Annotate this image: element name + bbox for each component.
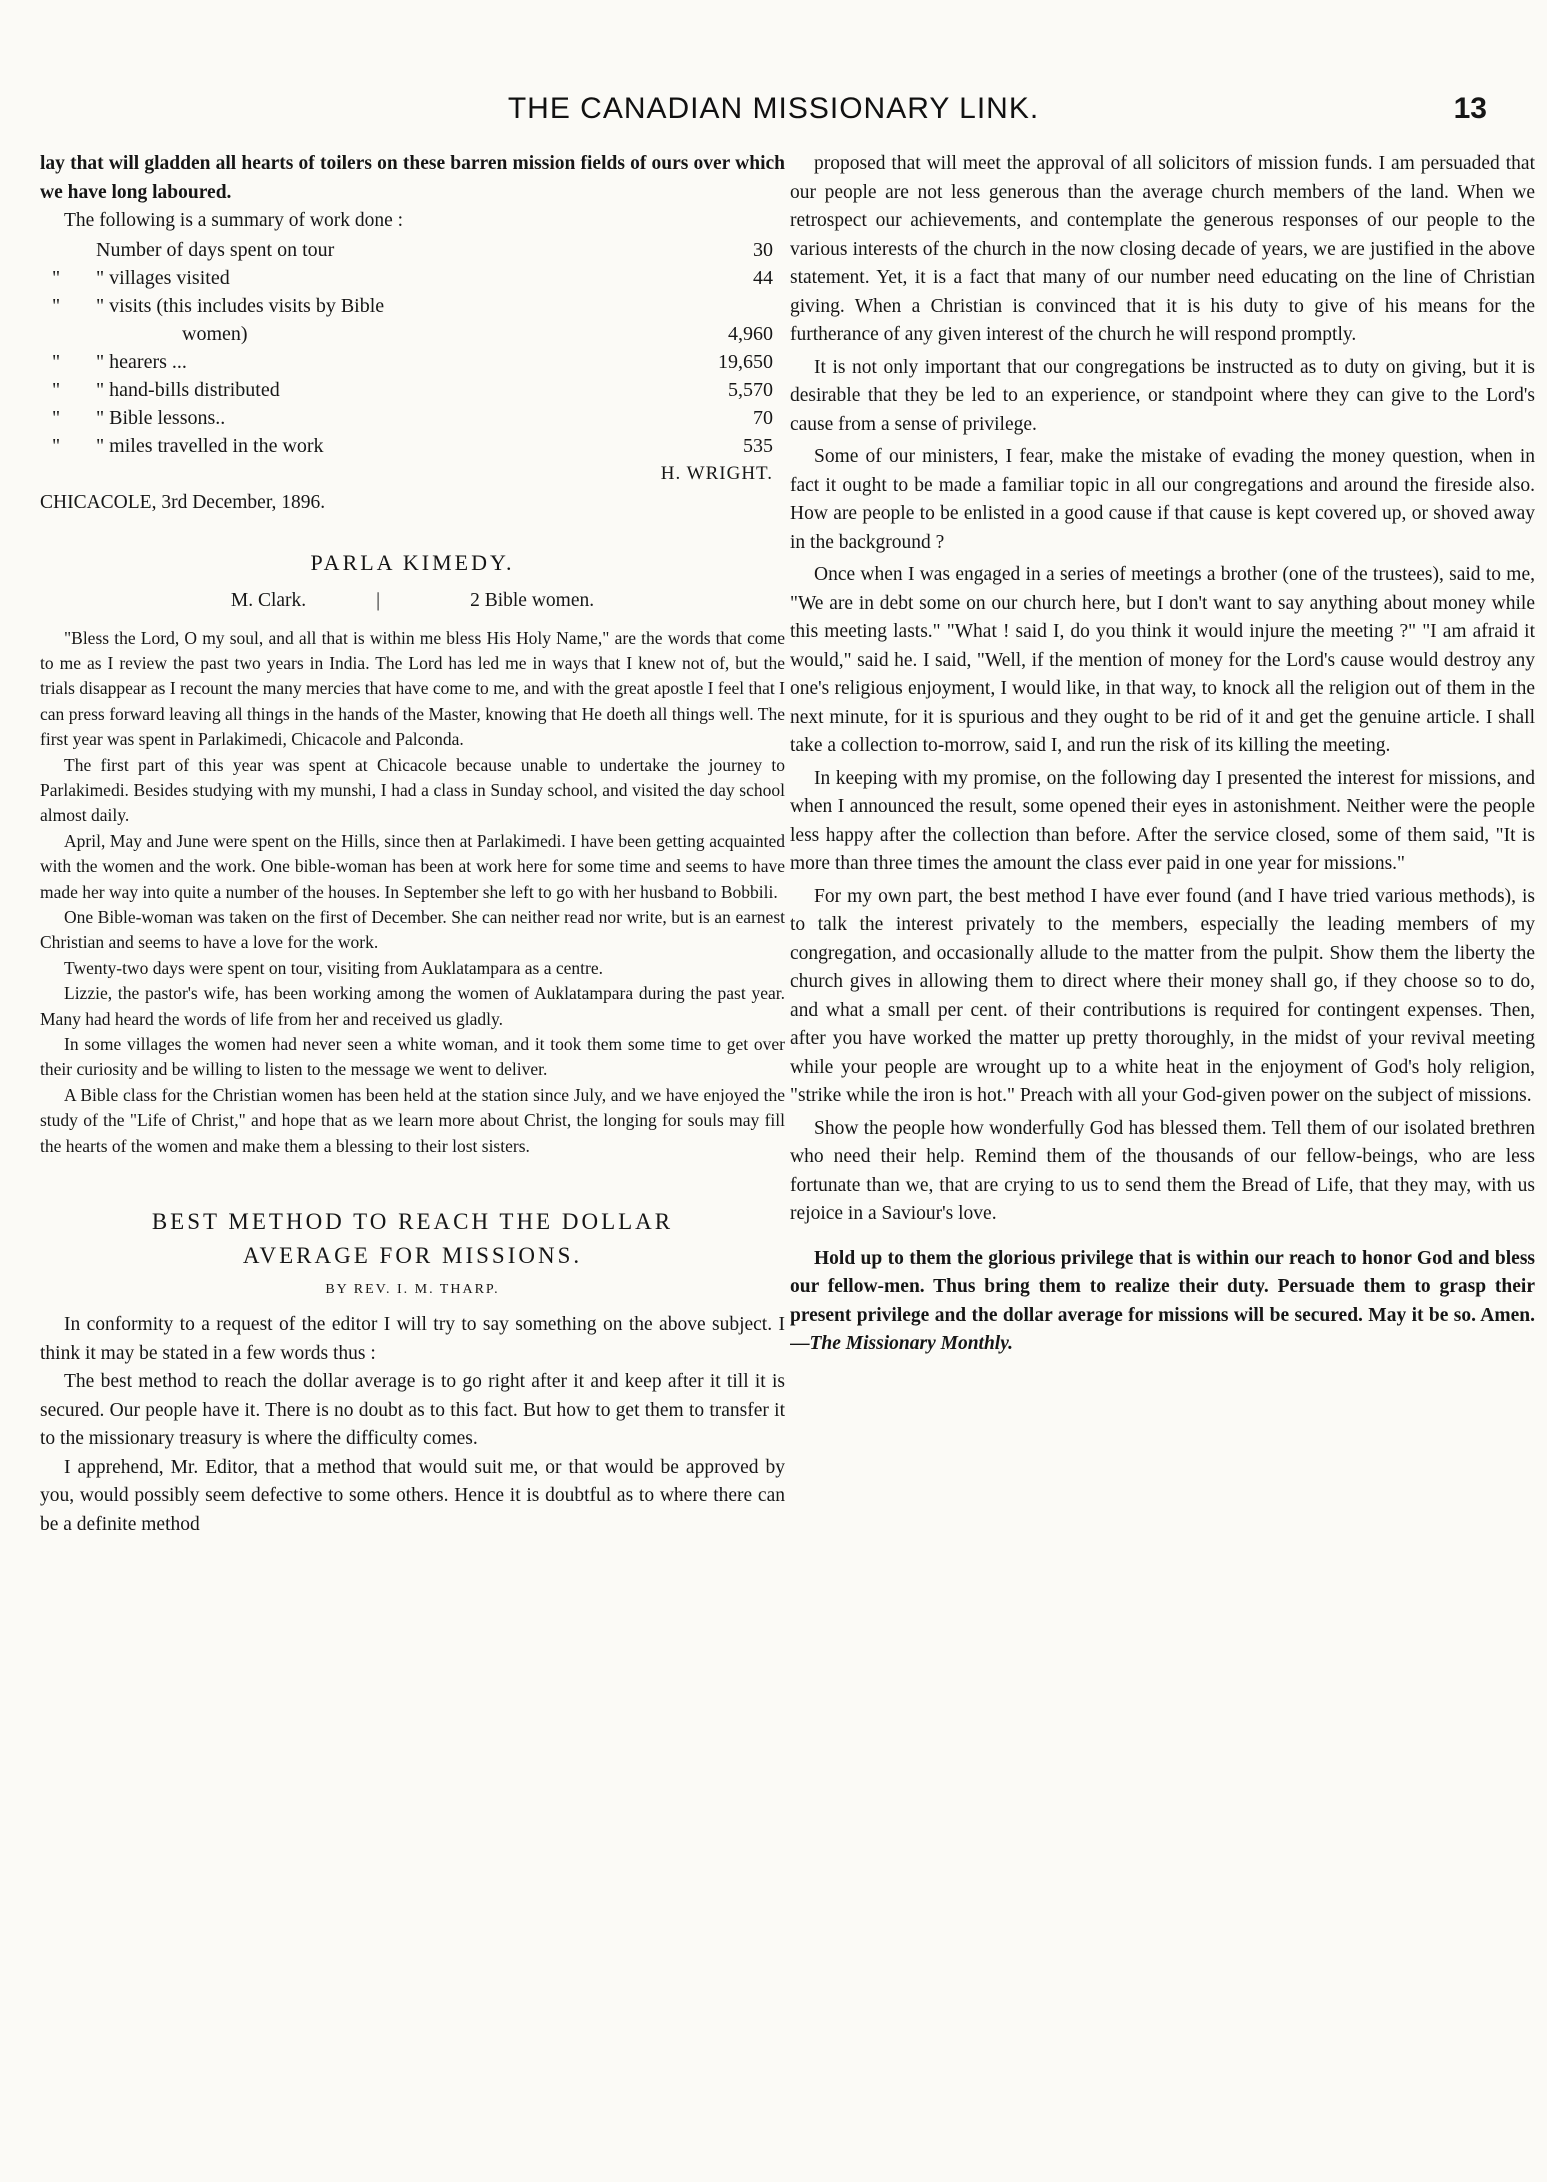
- summary-value: [683, 292, 785, 320]
- page-header: [0, 92, 1547, 136]
- staff-missionary: M. Clark.: [230, 589, 307, 611]
- summary-row: [52, 432, 785, 460]
- summary-intro: The following is a summary of work done :: [64, 210, 404, 231]
- article-heading-line-2: AVERAGE FOR MISSIONS.: [242, 1243, 583, 1269]
- report-paragraph: "Bless the Lord, O my soul, and all that is within me bless His Holy Name," are the words that come to me as I review the past two years in India. The Lord has led me in ways that I knew not of, but the trials disappear as I recount the many mercies that have come to me, and with the great apostle I feel that I can press forward leaving all things in the hands of the Master, knowing that He doeth all things well. The first year was spent in Parlakimedi, Chicacole and Palconda.: [40, 627, 785, 750]
- summary-value: 535: [743, 434, 773, 457]
- report-paragraph: A Bible class for the Christian women has been held at the station since July, and we have enjoyed the study of the "Life of Christ," and hope that as we learn more about Christ, the longing for souls may fill the hearts of the women and make them a blessing to their lost sisters.: [40, 1084, 785, 1156]
- summary-label: " miles travelled in the work: [96, 434, 324, 457]
- summary-label: " Bible lessons..: [96, 406, 226, 429]
- closing-text: Hold up to them the glorious privilege that is within our reach to honor God and bless our fellow-men. Thus bring them to realize their duty. Persuade them to grasp their present privilege and the dollar average for missions will be secured. May it be so. Amen.—: [790, 1247, 1535, 1354]
- report-signature: H. WRIGHT.: [660, 462, 773, 484]
- article-paragraph: I apprehend, Mr. Editor, that a method that would suit me, or that would be approved by you, would possibly seem defective to some others. Hence it is doubtful as to where there can be a definite method: [40, 1456, 785, 1535]
- place-date: CHICACOLE, 3rd December, 1896.: [40, 491, 326, 513]
- summary-value: 44: [753, 266, 773, 289]
- summary-value: 30: [753, 238, 773, 261]
- publication-title: THE CANADIAN MISSIONARY LINK.: [507, 92, 1040, 125]
- page-number: 13: [1453, 92, 1487, 125]
- summary-ditto: [52, 236, 96, 264]
- summary-label: " hearers ...: [96, 350, 187, 373]
- summary-row: [52, 376, 785, 404]
- summary-row: [52, 320, 785, 348]
- summary-row: [52, 404, 785, 432]
- article-body-left: [40, 1311, 785, 1539]
- summary-label: Number of days spent on tour: [96, 238, 335, 261]
- summary-value: 4,960: [728, 322, 773, 345]
- right-column: [790, 150, 1535, 2135]
- report-paragraph: Twenty-two days were spent on tour, visiting from Auklatampara as a centre.: [64, 957, 603, 978]
- summary-row: [52, 236, 785, 264]
- summary-value: 19,650: [718, 350, 773, 373]
- summary-label: women): [182, 322, 248, 345]
- report-intro: lay that will gladden all hearts of toilers on these barren mission fields of ours over which we have long laboured.: [40, 153, 785, 203]
- report-paragraph: One Bible-woman was taken on the first of December. She can neither read nor write, but is an earnest Christian and seems to have a love for the work.: [40, 906, 785, 953]
- article-paragraph: Some of our ministers, I fear, make the mistake of evading the money question, when in fact it ought to be made a familiar topic in all our congregations and around the fireside also. How are people to be enlisted in a good cause if that cause is kept covered up, or shoved away in the background ?: [790, 446, 1535, 553]
- article-paragraph: For my own part, the best method I have ever found (and I have tried various methods), is to talk the interest privately to the members, especially the leading members of my congregation, and occasionally allude to the matter from the pulpit. Show them the liberty the church gives in allowing them to direct where their money shall go, if they choose so to do, and what a small per cent. of their contributions is required for contingent expenses. Then, after you have worked the matter up pretty thoroughly, in the midst of your revival meeting while your people are wrought up to a white heat in the enjoyment of God's holy religion, "strike while the iron is hot." Preach with all your God-given power on the subject of missions.: [790, 885, 1535, 1106]
- article-paragraph: Show the people how wonderfully God has blessed them. Tell them of our isolated brethren who need their help. Remind them of the thousands of our fellow-beings, who are less fortunate than we, that are crying to us to send them the Bread of Life, that they may, with us rejoice in a Saviour's love.: [790, 1117, 1535, 1224]
- summary-label: " visits (this includes visits by Bible: [96, 294, 385, 317]
- article-paragraph: It is not only important that our congregations be instructed as to duty on giving, but it is desirable that they be led to an experience, or standpoint where they can give to the Lord's cause from a sense of privilege.: [790, 356, 1535, 435]
- left-column: [40, 150, 785, 2135]
- summary-ditto: ": [52, 266, 61, 289]
- report-paragraph: The first part of this year was spent at Chicacole because unable to undertake the journey to Parlakimedi. Besides studying with my munshi, I had a class in Sunday school, and visited the day school almost daily.: [40, 754, 785, 826]
- article-paragraph: The best method to reach the dollar average is to go right after it and keep after it till it is secured. Our people have it. There is no doubt as to this fact. But how to get them to transfer it to the missionary treasury is where the difficulty comes.: [40, 1371, 785, 1450]
- parla-kimedy-report: [40, 626, 785, 1160]
- summary-ditto: [52, 320, 96, 348]
- section-heading-parla-kimedy: PARLA KIMEDY.: [310, 549, 515, 575]
- staff-separator: |: [376, 589, 381, 611]
- summary-ditto: ": [52, 434, 61, 457]
- article-paragraph: Once when I was engaged in a series of meetings a brother (one of the trustees), said to me, "We are in debt some on our church here, but I don't want to say anything about money while this meeting lasts." "What ! said I, do you think it would injure the meeting ?" "I am afraid it would," said he. I said, "Well, if the mention of money for the Lord's cause would destroy any one's religious enjoyment, I would like, in that way, to knock all the religion out of them in the next minute, for it is spurious and they ought to be rid of it and get the genuine article. I shall take a collection to-morrow, said I, and run the risk of its killing the meeting.: [790, 564, 1535, 756]
- report-paragraph: April, May and June were spent on the Hills, since then at Parlakimedi. I have been getting acquainted with the women and the work. One bible-woman has been at work here for some time and seems to have made her way into quite a number of the houses. In September she left to go with her husband to Bobbili.: [40, 830, 785, 902]
- report-paragraph: Lizzie, the pastor's wife, has been working among the women of Auklatampara during the past year. Many had heard the words of life from her and received us gladly.: [40, 983, 785, 1029]
- summary-value: 5,570: [728, 378, 773, 401]
- report-paragraph: In some villages the women had never seen a white woman, and it took them some time to get over their curiosity and be willing to listen to the message we went to deliver.: [40, 1034, 785, 1080]
- summary-ditto: ": [52, 378, 61, 401]
- summary-value: 70: [753, 406, 773, 429]
- summary-label: " villages visited: [96, 266, 230, 289]
- article-body-right: [790, 150, 1535, 1229]
- article-closing-paragraph: [790, 1245, 1535, 1359]
- article-paragraph: In conformity to a request of the editor I will try to say something on the above subject. I think it may be stated in a few words thus :: [40, 1314, 785, 1364]
- summary-ditto: ": [52, 350, 61, 373]
- staff-bible-women: 2 Bible women.: [470, 589, 595, 611]
- article-byline: BY REV. I. M. THARP.: [325, 1282, 500, 1298]
- summary-ditto: ": [52, 406, 61, 429]
- summary-label: " hand-bills distributed: [96, 378, 280, 401]
- summary-ditto: ": [52, 294, 61, 317]
- article-paragraph: proposed that will meet the approval of all solicitors of mission funds. I am persuaded that our people are not less generous than the average church members of the land. When we retrospect our achievements, and contemplate the generous responses of our people to the various interests of the church in the now closing decade of years, we are justified in the above statement. Yet, it is a fact that many of our number need educating on the line of Christian giving. When a Christian is convinced that it is his duty to give of his means for the furtherance of any given interest of the church he will respond promptly.: [790, 153, 1535, 345]
- station-staff: [40, 586, 785, 616]
- article-source: The Missionary Monthly.: [809, 1333, 1014, 1354]
- summary-row: [52, 348, 785, 376]
- summary-row: [52, 264, 785, 292]
- summary-row: [52, 292, 785, 320]
- article-heading-line-1: BEST METHOD TO REACH THE DOLLAR: [151, 1209, 674, 1235]
- article-heading: [40, 1205, 785, 1273]
- work-summary-table: [52, 236, 785, 460]
- article-paragraph: In keeping with my promise, on the following day I presented the interest for missions, and when I announced the result, some opened their eyes in astonishment. Neither were the people less happy after the collection than before. After the service closed, some of them said, "It is more than three times the amount the class ever paid in one year for missions.": [790, 767, 1535, 874]
